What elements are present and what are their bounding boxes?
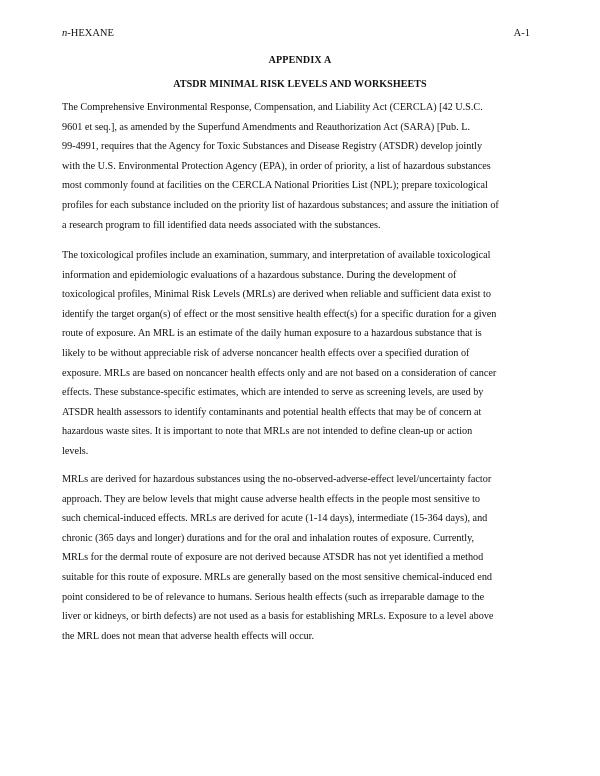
paragraph-line: hazardous waste sites. It is important to note that MRLs are not intended to define clean-up or action <box>62 426 473 438</box>
paragraph-line: a research program to fill identified data needs associated with the substances. <box>62 219 381 231</box>
header-chemical-name <box>62 27 114 41</box>
paragraph-line: chronic (365 days and longer) durations and for the oral and inhalation routes of exposure. Currently, <box>62 532 475 544</box>
section-title: ATSDR MINIMAL RISK LEVELS AND WORKSHEETS <box>173 79 427 90</box>
paragraph-toxicological-profiles <box>62 246 532 462</box>
paragraph-line: identify the target organ(s) of effect or the most sensitive health effect(s) for a specific duration for a given <box>62 308 497 320</box>
header-chemical-rest: -HEXANE <box>67 28 114 39</box>
paragraph-line: approach. They are below levels that might cause adverse health effects in the people most sensitive to <box>62 493 481 505</box>
paragraph-line: levels. <box>62 445 89 457</box>
paragraph-line: effects. These substance-specific estimates, which are intended to serve as screening levels, are used by <box>62 387 484 399</box>
appendix-title: APPENDIX A <box>268 55 332 66</box>
header-italic-n: n <box>62 28 68 39</box>
paragraph-line: profiles for each substance included on the priority list of hazardous substances; and assure the initiation of <box>62 199 499 211</box>
paragraph-cercla <box>62 98 532 235</box>
paragraph-line: likely to be without appreciable risk of adverse noncancer health effects over a specified duration of <box>62 347 470 359</box>
paragraph-line: route of exposure. An MRL is an estimate of the daily human exposure to a hazardous substance that is <box>62 328 482 340</box>
paragraph-line: most commonly found at facilities on the CERCLA National Priorities List (NPL); prepare toxicological <box>62 180 488 192</box>
paragraph-line: point considered to be of relevance to humans. Serious health effects (such as irreparable damage to the <box>62 591 485 603</box>
paragraph-line: toxicological profiles, Minimal Risk Levels (MRLs) are derived when reliable and sufficient data exist to <box>62 289 491 301</box>
header-page-number: A-1 <box>513 28 530 39</box>
paragraph-line: with the U.S. Environmental Protection Agency (EPA), in order of priority, a list of hazardous substances <box>62 160 491 172</box>
paragraph-line: 9601 et seq.], as amended by the Superfund Amendments and Reauthorization Act (SARA) [Pub. L. <box>62 121 470 133</box>
paragraph-line: MRLs are derived for hazardous substances using the no-observed-adverse-effect level/uncertainty factor <box>62 474 492 485</box>
running-header <box>62 27 530 41</box>
paragraph-line: such chemical-induced effects. MRLs are derived for acute (1-14 days), intermediate (15-364 days), and <box>62 513 488 525</box>
paragraph-mrl-derivation <box>62 470 532 646</box>
paragraph-line: ATSDR health assessors to identify contaminants and potential health effects that may be of concern at <box>62 406 482 418</box>
paragraph-line: liver or kidneys, or birth defects) are not used as a basis for establishing MRLs. Exposure to a level above <box>62 611 494 623</box>
paragraph-line: information and epidemiologic evaluations of a hazardous substance. During the development of <box>62 269 457 281</box>
paragraph-line: suitable for this route of exposure. MRLs are generally based on the most sensitive chemical-induced end <box>62 571 493 583</box>
paragraph-line: The Comprehensive Environmental Response, Compensation, and Liability Act (CERCLA) [42 U.S.C. <box>62 102 483 113</box>
paragraph-line: MRLs for the dermal route of exposure are not derived because ATSDR has not yet identified a method <box>62 552 484 564</box>
paragraph-line: The toxicological profiles include an examination, summary, and interpretation of available toxicological <box>62 250 491 261</box>
paragraph-line: the MRL does not mean that adverse health effects will occur. <box>62 630 315 642</box>
paragraph-line: exposure. MRLs are based on noncancer health effects only and are not based on a consideration of cancer <box>62 367 497 379</box>
paragraph-line: 99-4991, requires that the Agency for Toxic Substances and Disease Registry (ATSDR) develop jointly <box>62 141 483 153</box>
